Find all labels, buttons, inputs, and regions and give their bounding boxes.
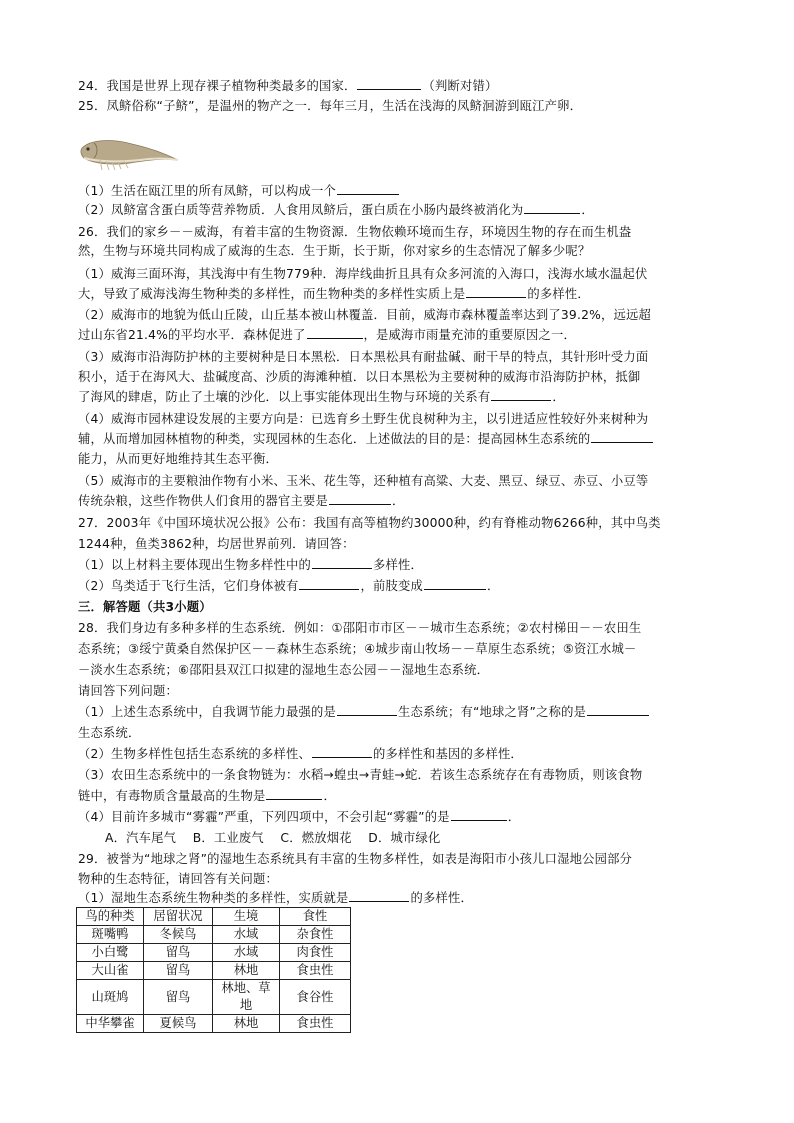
table-cell: 留鸟 xyxy=(144,944,213,962)
q29-stem2: 物种的生态特征，请回答有关问题： xyxy=(78,872,278,886)
q26-p5-l2: 传统杂粮，这些作物供人们食用的器官主要是 ． xyxy=(78,494,405,508)
q28-p3-l1: （3）农田生态系统中的一条食物链为：水稻→蝗虫→青蛙→蛇．若该生态系统存在有毒物质，则该食物 xyxy=(78,768,643,782)
table-header-row xyxy=(77,908,351,926)
q28-options: A．汽车尾气 B．工业废气 C．燃放烟花 D．城市绿化 xyxy=(105,831,441,845)
q27-p2: （2）鸟类适于飞行生活，它们身体被有 ，前肢变成 ． xyxy=(78,579,500,593)
q26-p4-l2: 辅，从而增加园林植物的种类，实现园林的生态化．上述做法的目的是：提高园林生态系统的 xyxy=(78,430,728,449)
q28-stem2: 态系统；③绥宁黄桑自然保护区－－森林生态系统；④城步南山牧场－－草原生态系统；⑤资江水城－ xyxy=(78,642,637,656)
q25-p2: （2）凤鲚富含蛋白质等营养物质．人食用凤鲚后，蛋白质在小肠内最终被消化为 ． xyxy=(78,203,594,217)
q26-p1-l1: （1）威海三面环海，其浅海中有生物779种．海岸线曲折且具有众多河流的入海口，浅海水域水温起伏 xyxy=(78,267,648,281)
answer-blank[interactable] xyxy=(329,492,391,505)
table-row xyxy=(77,944,351,962)
q27-stem1: 27．2003年《中国环境状况公报》公布：我国有高等植物约30000种，约有脊椎动物6266种，其中鸟类 xyxy=(78,516,661,530)
table-cell: 林地 xyxy=(213,1015,280,1033)
table-header: 鸟的种类 xyxy=(77,908,144,926)
q26-p3-l3: 了海风的肆虐，防止了土壤的沙化．以上事实能体现出生物与环境的关系有 ． xyxy=(78,390,565,404)
q26-p1-l2: 大，导致了威海浅海生物种类的多样性，而生物种类的多样性实质上是 的多样性． xyxy=(78,287,590,301)
table-row xyxy=(77,962,351,980)
table-cell: 杂食性 xyxy=(280,926,351,944)
table-cell: 中华攀雀 xyxy=(77,1015,144,1033)
table-cell: 林地、草地 xyxy=(213,980,280,1015)
answer-blank[interactable] xyxy=(466,285,526,298)
table-cell: 大山雀 xyxy=(77,962,144,980)
q25-p1: （1）生活在瓯江里的所有凤鲚，可以构成一个 xyxy=(78,182,728,201)
table-cell: 夏候鸟 xyxy=(144,1015,213,1033)
q26-p4-l1: （4）威海市园林建设发展的主要方向是：已选育乡土野生优良树种为主，以引进适应性较好外来树种为 xyxy=(78,412,649,426)
table-header: 生境 xyxy=(213,908,280,926)
table-header: 居留状况 xyxy=(144,908,213,926)
q26-p2-l2: 过山东省21.4%的平均水平．森林促进了 ，是威海市雨量充沛的重要原因之一． xyxy=(78,328,576,342)
answer-blank[interactable] xyxy=(337,182,399,195)
q26-stem1: 26．我们的家乡－－威海，有着丰富的生物资源．生物依赖环境而生存，环境因生物的存在而生机盎 xyxy=(78,225,632,239)
answer-blank[interactable] xyxy=(424,577,486,590)
table-header: 食性 xyxy=(280,908,351,926)
answer-blank[interactable] xyxy=(587,703,649,716)
q26-stem2: 然，生物与环境共同构成了威海的生态．生于斯，长于斯，你对家乡的生态情况了解多少呢？ xyxy=(78,244,591,258)
table-cell: 留鸟 xyxy=(144,962,213,980)
answer-blank[interactable] xyxy=(591,430,653,443)
q27-p1: （1）以上材料主要体现出生物多样性中的 多样性． xyxy=(78,558,423,572)
q27-stem2: 1244种，鱼类3862种，均居世界前列．请回答： xyxy=(78,537,355,551)
answer-blank[interactable] xyxy=(266,787,322,800)
fish-image xyxy=(80,136,180,172)
answer-blank[interactable] xyxy=(524,201,580,214)
q26-p3-l1: （3）威海市沿海防护林的主要树种是日本黑松．日本黑松具有耐盐碱、耐干旱的特点，其针形叶受力面 xyxy=(78,350,649,364)
table-cell: 斑嘴鸭 xyxy=(77,926,144,944)
table-cell: 食谷性 xyxy=(280,980,351,1015)
q28-p1: （1）上述生态系统中，自我调节能力最强的是 生态系统；有“地球之肾”之称的是 xyxy=(78,703,728,722)
q24-suffix: （判断对错） xyxy=(422,79,498,93)
q28-p1-cont: 生态系统． xyxy=(78,726,141,740)
q26-p4-l3: 能力，从而更好地维持其生态平衡． xyxy=(78,452,278,466)
q29-p1: （1）湿地生态系统生物种类的多样性，实质就是 的多样性． xyxy=(78,891,473,905)
table-cell: 水域 xyxy=(213,944,280,962)
table-cell: 林地 xyxy=(213,962,280,980)
q28-p4: （4）目前许多城市“雾霾”严重，下列四项中，不会引起“雾霾”的是 ． xyxy=(78,810,521,824)
table-cell: 冬候鸟 xyxy=(144,926,213,944)
q24-line xyxy=(78,77,728,96)
answer-blank[interactable] xyxy=(299,577,359,590)
answer-blank[interactable] xyxy=(312,556,372,569)
table-cell: 食虫性 xyxy=(280,962,351,980)
table-cell: 留鸟 xyxy=(144,980,213,1015)
answer-blank[interactable] xyxy=(337,703,397,716)
answer-blank[interactable] xyxy=(307,326,363,339)
table-row xyxy=(77,926,351,944)
q29-stem1: 29．被誉为“地球之肾”的湿地生态系统具有丰富的生物多样性，如表是海阳市小孩儿口湿地公园部分 xyxy=(78,852,633,866)
answer-blank[interactable] xyxy=(349,889,409,902)
q26-p2-l1: （2）威海市的地貌为低山丘陵，山丘基本被山林覆盖．目前，威海市森林覆盖率达到了39.2%，远远超 xyxy=(78,308,651,322)
table-cell: 肉食性 xyxy=(280,944,351,962)
answer-blank[interactable] xyxy=(312,745,372,758)
table-cell: 山斑鸠 xyxy=(77,980,144,1015)
q28-ask: 请回答下列问题： xyxy=(78,684,178,698)
q28-stem3: －淡水生态系统；⑥邵阳县双江口拟建的湿地生态公园－－湿地生态系统． xyxy=(78,663,490,677)
bird-table xyxy=(76,907,351,1033)
table-cell: 小白鹭 xyxy=(77,944,144,962)
answer-blank[interactable] xyxy=(491,388,551,401)
table-cell: 水域 xyxy=(213,926,280,944)
q26-p5-l1: （5）威海市的主要粮油作物有小米、玉米、花生等，还种植有高粱、大麦、黑豆、绿豆、赤豆、小豆等 xyxy=(78,474,649,488)
q28-stem1: 28．我们身边有多种多样的生态系统．例如：①邵阳市市区－－城市生态系统；②农村梯田－－农田生 xyxy=(78,621,642,635)
answer-blank[interactable] xyxy=(451,808,507,821)
q25-stem: 25．凤鲚俗称“子鲚”，是温州的物产之一．每年三月，生活在浅海的凤鲚洄游到瓯江产卵． xyxy=(78,99,583,113)
q24-text: 24．我国是世界上现存裸子植物种类最多的国家． xyxy=(78,79,357,93)
q28-p3-l2: 链中，有毒物质含量最高的生物是 ． xyxy=(78,789,336,803)
table-cell: 食虫性 xyxy=(280,1015,351,1033)
answer-blank[interactable] xyxy=(357,77,421,90)
q26-p3-l2: 积小，适于在海风大、盐碱度高、沙质的海滩种植．以日本黑松为主要树种的威海市沿海防护林，抵御 xyxy=(78,370,641,384)
q28-p2: （2）生物多样性包括生态系统的多样性、 的多样性和基因的多样性． xyxy=(78,747,523,761)
table-row xyxy=(77,1015,351,1033)
section-title: 三．解答题（共3小题） xyxy=(78,600,212,614)
table-row xyxy=(77,980,351,1015)
